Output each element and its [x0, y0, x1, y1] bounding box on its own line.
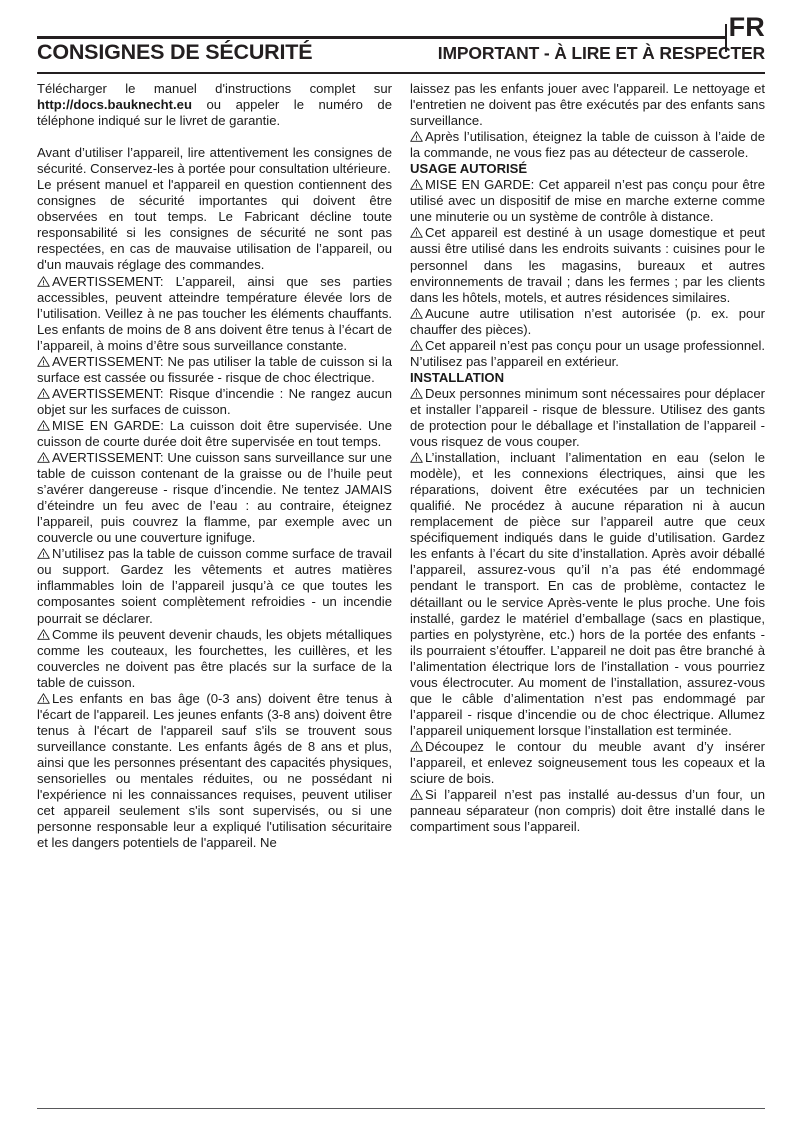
warning-item	[37, 627, 392, 691]
warning-text: L’installation, incluant l’alimentation en eau (selon le modèle), et les connexions électriques, ainsi que les réparations, doivent être exécutées par un technicien qualifié. Ne procédez à aucune réparation ni à aucun remplacement de pièce sur l’appareil autre que ceux spécifiquement indiqués dans le guide d’utilisation. Gardez les enfants à l’écart du site d’installation. Après avoir déballé l’appareil, assurez-vous qu’il n’a pas été endommagé pendant le transport. En cas de problème, contactez le détaillant ou le service Après-vente le plus proche. Une fois installé, gardez le matériel d’emballage (sacs en plastique, parties en polystyrène, etc.) hors de la portée des enfants - ils pourraient s’étouffer. L’appareil ne doit pas être branché à l’alimentation électrique lors de l’installation - vous pourriez vous électrocuter. Au moment de l’installation, assurez-vous que le câble d’alimentation n’est pas endommagé par l’appareil - risque d’incendie ou de choc électrique. Allumez l’appareil uniquement lorsque l’installation est terminée.	[410, 450, 765, 738]
warning-item	[410, 129, 765, 161]
warning-item	[37, 354, 392, 386]
warning-text: Découpez le contour du meuble avant d’y insérer l’appareil, et enlevez soigneusement tous les copeaux et la sciure de bois.	[410, 738, 765, 787]
section-heading-usage: USAGE AUTORISÉ	[410, 161, 528, 177]
warning-triangle-icon	[37, 388, 50, 399]
two-column-body	[37, 81, 765, 1081]
warning-triangle-icon	[410, 741, 423, 752]
warning-text: AVERTISSEMENT: Une cuisson sans surveillance sur une table de cuisson contenant de la graisse ou de l’huile peut s’avérer dangereuse - risque d’incendie. Ne tentez JAMAIS d’éteindre un feu avec de l’eau : au contraire, éteignez l’appareil, puis couvrez la flamme, par exemple avec un couvercle ou une couverture ignifuge.	[37, 450, 392, 546]
warning-triangle-icon	[37, 693, 50, 704]
header-top-rule	[37, 36, 727, 39]
page-subtitle: IMPORTANT - À LIRE ET À RESPECTER	[437, 43, 765, 63]
warning-item	[37, 691, 392, 851]
warning-triangle-icon	[410, 131, 423, 142]
paragraph-continuation: laissez pas les enfants jouer avec l'appareil. Le nettoyage et l'entretien ne doivent pas être exécutés par des enfants sans surveillance.	[410, 81, 765, 129]
warning-text: Si l’appareil n’est pas installé au-dessus d’un four, un panneau séparateur (non compris) doit être installé dans le compartiment sous l’appareil.	[410, 787, 765, 835]
footer-rule	[37, 1108, 765, 1109]
download-text-after: ou appeler le numéro de téléphone indiqué sur le livret de garantie.	[37, 97, 392, 129]
warning-triangle-icon	[410, 340, 423, 351]
warning-text: N’utilisez pas la table de cuisson comme surface de travail ou support. Gardez les vêtements et autres matières inflammables loin de l’appareil jusqu’à ce que toutes les composantes soient complètement refroidies - un incendie pourrait se déclarer.	[37, 546, 392, 626]
section-heading-installation: INSTALLATION	[410, 369, 505, 385]
download-text-before: Télécharger le manuel d'instructions complet sur	[37, 81, 392, 96]
warning-triangle-icon	[410, 179, 423, 190]
warning-item	[37, 386, 392, 418]
warning-triangle-icon	[410, 227, 423, 238]
warning-triangle-icon	[410, 308, 423, 319]
language-code: FR	[728, 12, 765, 42]
warning-text: Cet appareil n’est pas conçu pour un usage professionnel. N’utilisez pas l’appareil en extérieur.	[410, 337, 765, 369]
warning-triangle-icon	[37, 629, 50, 640]
warning-text: Comme ils peuvent devenir chauds, les objets métalliques comme les couteaux, les fourchettes, les cuillères, et les couvercles ne doivent pas être placés sur la surface de la table de cuisson.	[37, 626, 392, 690]
warning-text: AVERTISSEMENT: L’appareil, ainsi que ses parties accessibles, peuvent atteindre température élevée lors de l’utilisation. Veillez à ne pas toucher les éléments chauffants. Les enfants de moins de 8 ans doivent être tenus à l’écart de l’appareil, à moins d’être sous surveillance constante.	[37, 273, 392, 353]
warning-triangle-icon	[37, 452, 50, 463]
warning-item	[410, 450, 765, 739]
warning-text: AVERTISSEMENT: Risque d’incendie : Ne rangez aucun objet sur les surfaces de cuisson.	[37, 385, 392, 417]
warning-text: Après l’utilisation, éteignez la table de cuisson à l’aide de la commande, ne vous fiez pas au détecteur de casserole.	[410, 129, 765, 161]
warning-triangle-icon	[37, 276, 50, 287]
warning-item	[37, 546, 392, 626]
warning-item	[410, 306, 765, 338]
manual-url: http://docs.bauknecht.eu	[37, 97, 192, 113]
paragraph-manual-contains: Le présent manuel et l'appareil en question contiennent des consignes de sécurité importantes qui doivent être observées en tout temps. Le Fabricant décline toute responsabilité si les consignes de sécurité ne sont pas respectées, en cas de mauvaise utilisation de l’appareil, ou d'un mauvais réglage des commandes.	[37, 177, 392, 273]
warning-item	[37, 418, 392, 450]
warning-item	[410, 386, 765, 450]
warning-triangle-icon	[410, 452, 423, 463]
page-header	[37, 6, 765, 74]
right-column	[410, 81, 765, 1081]
warning-triangle-icon	[37, 548, 50, 559]
warning-item	[37, 274, 392, 354]
warning-item	[37, 450, 392, 546]
paragraph-spacer	[37, 129, 392, 145]
paragraph-download-manual	[37, 81, 392, 129]
left-column	[37, 81, 392, 1081]
warning-triangle-icon	[37, 356, 50, 367]
warning-text: MISE EN GARDE: La cuisson doit être supervisée. Une cuisson de courte durée doit être supervisée en tout temps.	[37, 417, 392, 449]
warning-text: AVERTISSEMENT: Ne pas utiliser la table de cuisson si la surface est cassée ou fissurée - risque de choc électrique.	[37, 353, 392, 385]
warning-triangle-icon	[410, 388, 423, 399]
warning-text: Les enfants en bas âge (0-3 ans) doivent être tenus à l'écart de l'appareil. Les jeunes enfants (3-8 ans) doivent être tenus à l'écart de l'appareil sauf s'ils se trouvent sous surveillance constante. Les enfants âgés de 8 ans et plus, ainsi que les personnes présentant des capacités physiques, sensorielles ou mentales réduites, ou ne possédant ni l'expérience ni les connaissances requises, peuvent utiliser cet appareil seulement s'ils sont supervisés, ou si une personne responsable leur a expliqué l'utilisation sécuritaire et les dangers potentiels de l'appareil. Ne	[37, 690, 392, 851]
header-bottom-rule	[37, 72, 765, 74]
header-titles	[37, 40, 765, 65]
warning-item	[410, 225, 765, 305]
warning-item	[410, 338, 765, 370]
warning-item	[410, 787, 765, 835]
warning-text: Deux personnes minimum sont nécessaires pour déplacer et installer l’appareil - risque de blessure. Utilisez des gants de protection pour le déballage et l’installation de l’appareil - vous risquez de vous couper.	[410, 385, 765, 450]
warning-triangle-icon	[37, 420, 50, 431]
page-title: CONSIGNES DE SÉCURITÉ	[37, 40, 313, 64]
warning-item	[410, 177, 765, 225]
paragraph-read-safety: Avant d’utiliser l’appareil, lire attentivement les consignes de sécurité. Conservez-les à portée pour consultation ultérieure.	[37, 145, 392, 177]
warning-text: MISE EN GARDE: Cet appareil n’est pas conçu pour être utilisé avec un dispositif de mise en marche externe comme une minuterie ou un système de contrôle à distance.	[410, 177, 765, 225]
warning-text: Cet appareil est destiné à un usage domestique et peut aussi être utilisé dans les endroits suivants : cuisines pour le personnel dans les magasins, bureaux et autres environnements de travail ; dans les fermes ; par les clients dans les hôtels, motels, et autres résidences similaires.	[410, 225, 765, 305]
warning-item	[410, 739, 765, 787]
warning-triangle-icon	[410, 789, 423, 800]
warning-text: Aucune autre utilisation n’est autorisée (p. ex. pour chauffer des pièces).	[410, 305, 765, 337]
